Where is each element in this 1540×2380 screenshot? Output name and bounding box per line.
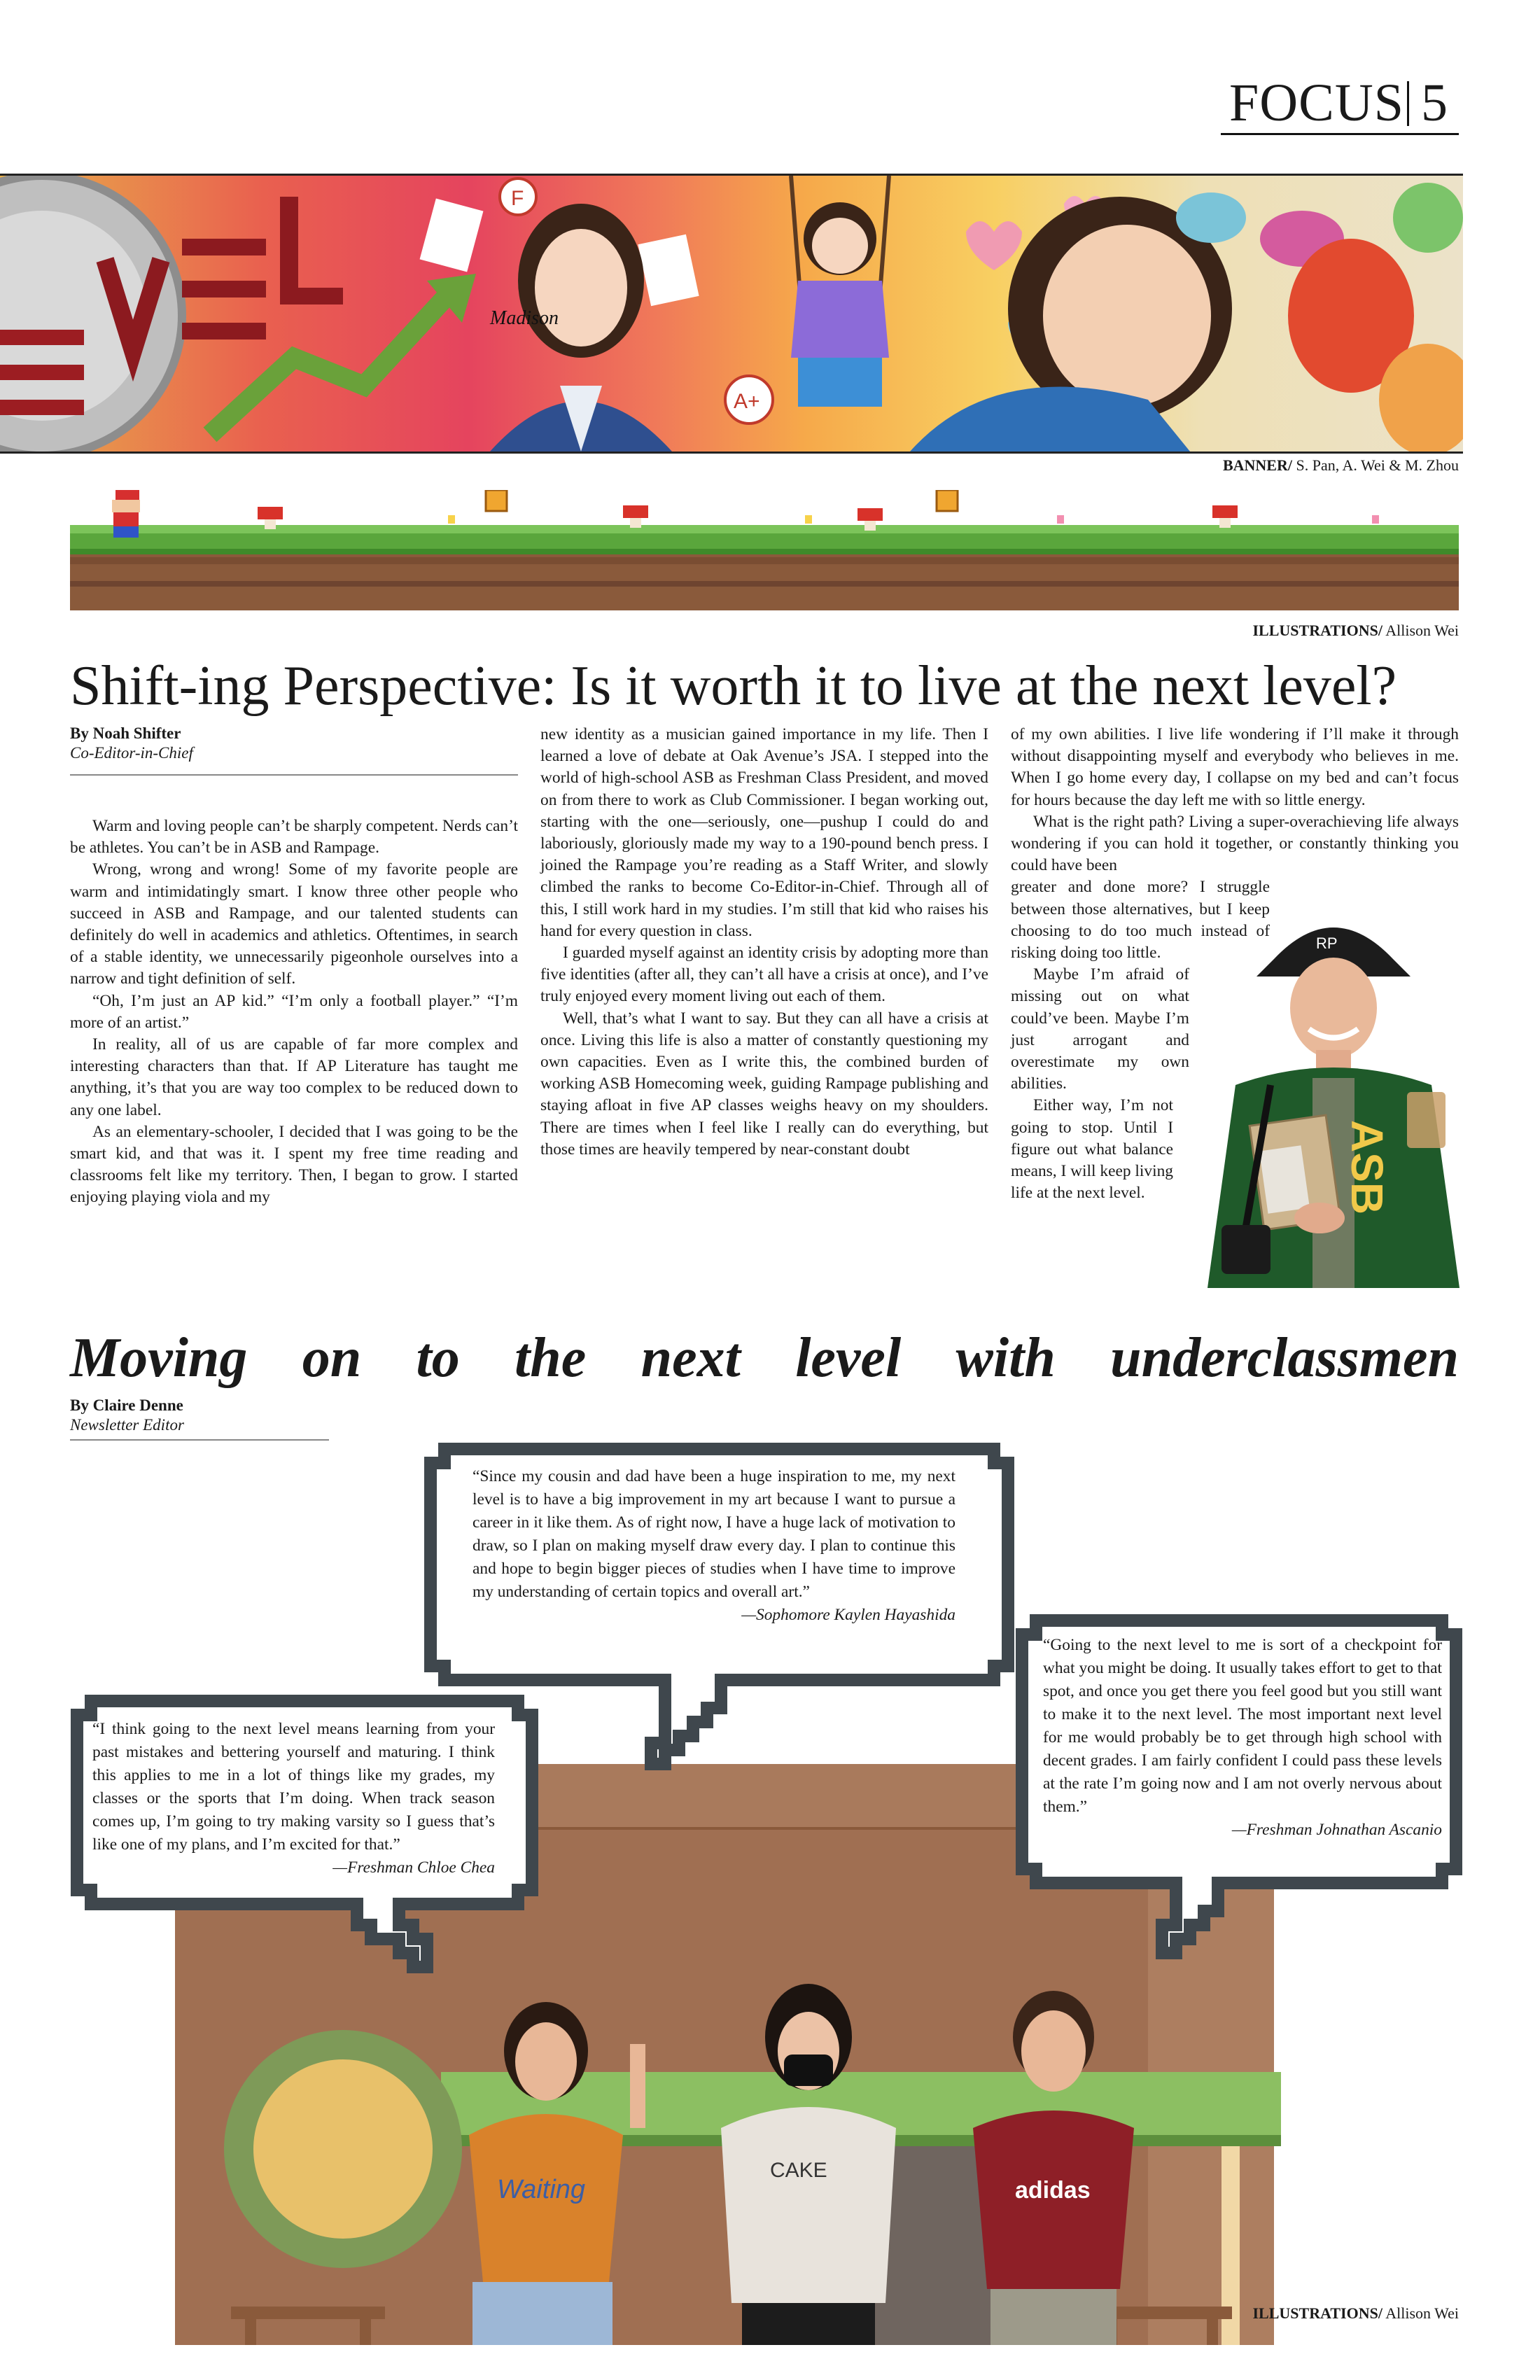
quote-freshman-johnathan: [1043, 1634, 1442, 1842]
jacket-lettering: ASB: [1342, 1120, 1392, 1215]
paragraph: “Oh, I’m just an AP kid.” “I’m only a football player.” “I’m more of an artist.”: [70, 991, 518, 1032]
quote-attribution: —Sophomore Kaylen Hayashida: [741, 1606, 955, 1624]
quote-attribution: —Freshman Johnathan Ascanio: [1231, 1821, 1442, 1839]
paragraph: greater and done more? I struggle between those alternatives, but I keep choosing to do too much instead of risking doing too little.: [1011, 878, 1270, 962]
quote-text: “I think going to the next level means learning from your past mistakes and bettering yourself and maturing. I think this applies to me in a lot of things like my grades, my classes or the sports that I’m doing. When track season comes up, I’m going to try making varsity so I guess that’s like one of my plans, and I’m excited for that.”: [92, 1720, 495, 1854]
section-name: FOCUS: [1229, 74, 1404, 132]
quote-text: “Going to the next level to me is sort of a checkpoint for what you might be doing. It usually takes effort to get to that spot, and once you get there you feel good but you still want to make it to the next level. The most important next level for me would probably be to get through high school with decent grades. I am fairly confident I could pass these levels at the rate I’m going now and I am not overly nervous about them.”: [1043, 1636, 1442, 1816]
paragraph: new identity as a musician gained importance in my life. Then I learned a love of debate at Oak Avenue’s JSA. I stepped into the world of high-school ASB as Freshman Class President, and moved on from there to work as Club Commissioner. I began working out, starting with the one—seriously, one—pushup I could do and laboriously, gloriously made my way to a 190-pound bench press. I joined the Rampage you’re reading as a Staff Writer, and slowly climbed the ranks to become Co-Editor-in-Chief. Through all of this, I still work hard in my studies. I’m still that kid who raises his hand for every question in class.: [540, 725, 988, 940]
illustration-credit-top-label: ILLUSTRATIONS/: [1252, 622, 1382, 639]
svg-text:F: F: [511, 187, 524, 210]
banner-credit-names: S. Pan, A. Wei & M. Zhou: [1292, 456, 1459, 474]
illustration-credit-top-names: Allison Wei: [1382, 622, 1459, 639]
article-2-author: By Claire Denne: [70, 1396, 183, 1414]
section-divider: [1407, 81, 1409, 126]
paragraph: Well, that’s what I want to say. But they can all have a crisis at once. Living this life is also a matter of constantly questioning my own capacities. Even as I write this, the combined burden of working ASB Homecoming week, guiding Rampage publishing and staying afloat in five AP classes weighs heavy on my shoulders. There are times when I feel like I really can do everything, but those times are heavily tempered by near-constant doubt: [540, 1009, 988, 1158]
article-1-column-1: [70, 816, 518, 1209]
illustration-credit-bottom: [980, 2304, 1459, 2323]
paragraph: In reality, all of us are capable of far more complex and interesting characters than that. If AP Literature has taught me anything, it’s that you are way too complex to be reduced down to any one label.: [70, 1035, 518, 1119]
asb-student-photo: [1194, 910, 1474, 1288]
paragraph: Either way, I’m not going to stop. Until I figure out what balance means, I will keep living life at the next level.: [1011, 1096, 1173, 1203]
svg-text:A+: A+: [734, 390, 760, 413]
paragraph: As an elementary-schooler, I decided that I was going to be the smart kid, and that was it. I spent my free time reading and classrooms felt like my territory. Then, I began to grow. I started enjoying playing viola and my: [70, 1122, 518, 1207]
illustration-credit-bottom-names: Allison Wei: [1382, 2304, 1459, 2322]
quote-attribution: —Freshman Chloe Chea: [332, 1858, 495, 1877]
illustration-credit-bottom-label: ILLUSTRATIONS/: [1252, 2304, 1382, 2322]
quote-text: “Since my cousin and dad have been a huge inspiration to me, my next level is to have a big improvement in my art because I want to pursue a career in it like them. As of right now, I have a huge lack of motivation to draw, so I plan on making myself draw every day. I plan to continue this and hope to begin bigger pieces of studies when I have time to improve my understanding of certain topics and overall art.”: [472, 1467, 955, 1601]
article-2-headline: Moving on to the next level with underclassmen: [70, 1327, 1459, 1389]
page-number: 5: [1421, 74, 1448, 132]
paragraph: of my own abilities. I live life wondering if I’ll make it through without disappointing myself and everybody who believes in me. When I go home every day, I collapse on my bed and can’t focus for hours because the day left me with so little energy.: [1011, 725, 1459, 809]
article-1-byline: [70, 724, 518, 776]
article-1-author-role: Co-Editor-in-Chief: [70, 744, 193, 762]
paragraph: Warm and loving people can’t be sharply competent. Nerds can’t be athletes. You can’t be in ASB and Rampage.: [70, 817, 518, 858]
paragraph: Maybe I’m afraid of missing out on what could’ve been. Maybe I’m just arrogant and overestimate my own abilities.: [1011, 965, 1189, 1093]
shirt-text-girl2: CAKE: [770, 2159, 827, 2182]
paragraph: What is the right path? Living a super-overachieving life always wondering if you can hold it together, or constantly thinking you could have been: [1011, 812, 1459, 875]
shirt-text-boy: adidas: [1015, 2177, 1091, 2204]
article-2-author-role: Newsletter Editor: [70, 1416, 184, 1434]
banner-art: [0, 176, 1463, 451]
section-header: [1221, 73, 1459, 135]
paragraph: Wrong, wrong and wrong! Some of my favorite people are warm and intimidatingly smart. I know three other people who succeed in ASB and Rampage, and our talented students can definitely do well in academics and athletics. Oftentimes, in search of a stable identity, we unnecessarily pigeonhole ourselves into a narrow and tight definition of self.: [70, 860, 518, 988]
article-1-author: By Noah Shifter: [70, 724, 181, 742]
illustration-credit-top: [980, 622, 1459, 640]
banner-signature: Madison: [490, 307, 559, 329]
shirt-text-girl1: Waiting: [497, 2175, 586, 2204]
quote-freshman-chloe: [92, 1718, 495, 1879]
banner-credit-label: BANNER/: [1222, 456, 1292, 474]
quote-sophomore-kaylen: [472, 1465, 955, 1627]
paragraph: I guarded myself against an identity crisis by adopting more than five identities (after all, they can’t all have a crisis at once), and I’ve truly enjoyed every moment living out each of them.: [540, 944, 989, 1006]
banner-illustration: [0, 174, 1463, 454]
game-strip-art: [70, 490, 1459, 610]
banner-credit: [980, 456, 1459, 475]
pixel-game-strip: [70, 490, 1459, 610]
hat-logo: RP: [1316, 934, 1338, 952]
article-2-byline: [70, 1396, 329, 1441]
article-1-column-2: [540, 724, 988, 1161]
article-1-headline: Shift-ing Perspective: Is it worth it to live at the next level?: [70, 655, 1397, 717]
asb-student-figure: [1194, 910, 1474, 1288]
